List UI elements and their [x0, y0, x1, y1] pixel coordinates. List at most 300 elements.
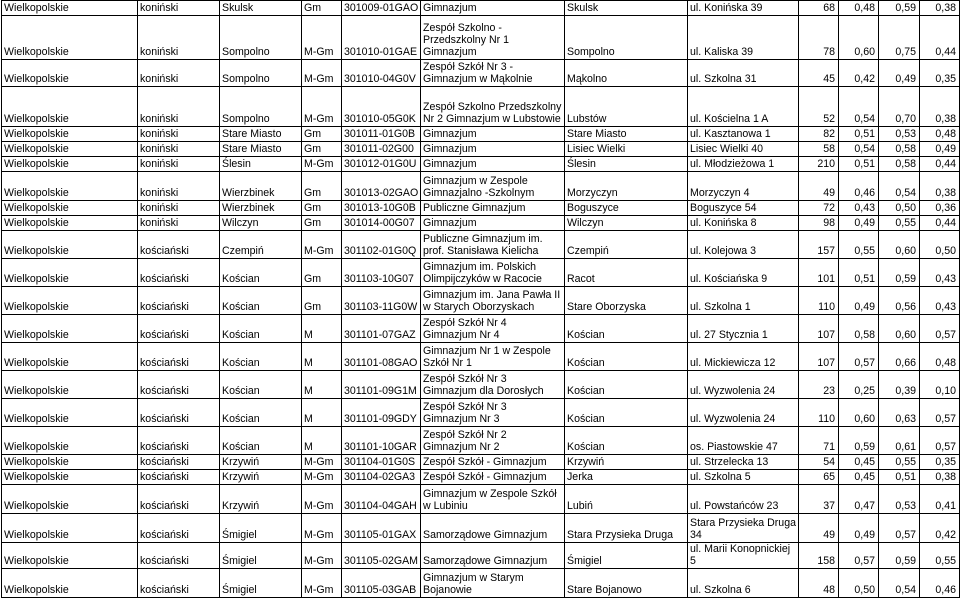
score-a-cell: 0,51	[839, 157, 879, 172]
table-row	[2, 287, 960, 315]
score-c-cell: 0,38	[920, 87, 960, 127]
region-cell: Wielkopolskie	[2, 315, 138, 343]
town-cell: Czempiń	[565, 231, 688, 259]
score-b-cell: 0,59	[879, 1, 920, 16]
school-code-cell: 301010-04G0V	[342, 60, 421, 87]
county-cell: kościański	[138, 455, 220, 470]
commune-type-cell: M-Gm	[302, 231, 342, 259]
region-cell: Wielkopolskie	[2, 427, 138, 455]
school-name-cell: Gimnazjum	[421, 216, 565, 231]
commune-type-cell: M-Gm	[302, 87, 342, 127]
score-a-cell: 0,58	[839, 315, 879, 343]
county-cell: kościański	[138, 470, 220, 485]
student-count-cell: 65	[799, 470, 839, 485]
table-row	[2, 16, 960, 60]
town-cell: Lubstów	[565, 87, 688, 127]
commune-type-cell: M	[302, 427, 342, 455]
table-row	[2, 470, 960, 485]
address-cell: ul. Wyzwolenia 24	[688, 399, 799, 427]
score-a-cell: 0,46	[839, 172, 879, 201]
school-name-cell: Samorządowe Gimnazjum	[421, 514, 565, 543]
commune-cell: Czempiń	[220, 231, 302, 259]
score-a-cell: 0,57	[839, 543, 879, 569]
county-cell: kościański	[138, 485, 220, 514]
county-cell: koniński	[138, 157, 220, 172]
school-code-cell: 301013-10G0B	[342, 201, 421, 216]
address-cell: ul. Kościańska 9	[688, 259, 799, 287]
student-count-cell: 107	[799, 315, 839, 343]
student-count-cell: 110	[799, 287, 839, 315]
address-cell: ul. 27 Stycznia 1	[688, 315, 799, 343]
region-cell: Wielkopolskie	[2, 455, 138, 470]
table-row	[2, 427, 960, 455]
commune-type-cell: Gm	[302, 216, 342, 231]
score-c-cell: 0,35	[920, 60, 960, 87]
table-row	[2, 569, 960, 598]
score-b-cell: 0,63	[879, 399, 920, 427]
score-b-cell: 0,39	[879, 371, 920, 399]
score-a-cell: 0,59	[839, 427, 879, 455]
score-a-cell: 0,54	[839, 87, 879, 127]
table-row	[2, 371, 960, 399]
county-cell: kościański	[138, 259, 220, 287]
school-code-cell: 301101-08GAO	[342, 343, 421, 371]
town-cell: Śmigiel	[565, 543, 688, 569]
region-cell: Wielkopolskie	[2, 399, 138, 427]
address-cell: ul. Kasztanowa 1	[688, 127, 799, 142]
score-a-cell: 0,55	[839, 231, 879, 259]
student-count-cell: 101	[799, 259, 839, 287]
school-name-cell: Publiczne Gimnazjum im. prof. Stanisława Kielicha	[421, 231, 565, 259]
commune-cell: Krzywiń	[220, 455, 302, 470]
score-c-cell: 0,36	[920, 201, 960, 216]
town-cell: Krzywiń	[565, 455, 688, 470]
student-count-cell: 82	[799, 127, 839, 142]
school-code-cell: 301011-01G0B	[342, 127, 421, 142]
commune-cell: Kościan	[220, 287, 302, 315]
table-row	[2, 231, 960, 259]
commune-type-cell: Gm	[302, 1, 342, 16]
town-cell: Racot	[565, 259, 688, 287]
town-cell: Skulsk	[565, 1, 688, 16]
score-a-cell: 0,60	[839, 399, 879, 427]
region-cell: Wielkopolskie	[2, 514, 138, 543]
school-code-cell: 301104-04GAH	[342, 485, 421, 514]
region-cell: Wielkopolskie	[2, 172, 138, 201]
region-cell: Wielkopolskie	[2, 157, 138, 172]
student-count-cell: 107	[799, 343, 839, 371]
schools-table	[1, 0, 960, 598]
school-name-cell: Gimnazjum Nr 1 w Zespole Szkół Nr 1	[421, 343, 565, 371]
town-cell: Lubiń	[565, 485, 688, 514]
commune-type-cell: M-Gm	[302, 60, 342, 87]
table-row	[2, 514, 960, 543]
commune-cell: Kościan	[220, 427, 302, 455]
commune-type-cell: M-Gm	[302, 455, 342, 470]
commune-cell: Stare Miasto	[220, 127, 302, 142]
address-cell: ul. Powstańców 23	[688, 485, 799, 514]
town-cell: Lisiec Wielki	[565, 142, 688, 157]
commune-type-cell: M	[302, 371, 342, 399]
region-cell: Wielkopolskie	[2, 127, 138, 142]
region-cell: Wielkopolskie	[2, 16, 138, 60]
table-row	[2, 455, 960, 470]
table-row	[2, 259, 960, 287]
region-cell: Wielkopolskie	[2, 142, 138, 157]
school-name-cell: Samorządowe Gimnazjum	[421, 543, 565, 569]
county-cell: koniński	[138, 60, 220, 87]
region-cell: Wielkopolskie	[2, 1, 138, 16]
score-b-cell: 0,57	[879, 514, 920, 543]
school-name-cell: Gimnazjum	[421, 142, 565, 157]
school-code-cell: 301105-01GAX	[342, 514, 421, 543]
county-cell: kościański	[138, 287, 220, 315]
commune-cell: Kościan	[220, 315, 302, 343]
address-cell: ul. Szkolna 1	[688, 287, 799, 315]
commune-cell: Kościan	[220, 259, 302, 287]
address-cell: Lisiec Wielki 40	[688, 142, 799, 157]
student-count-cell: 49	[799, 172, 839, 201]
commune-cell: Kościan	[220, 343, 302, 371]
school-name-cell: Gimnazjum w Zespole Szkół w Lubiniu	[421, 485, 565, 514]
score-a-cell: 0,45	[839, 455, 879, 470]
student-count-cell: 210	[799, 157, 839, 172]
commune-type-cell: M	[302, 343, 342, 371]
table-row	[2, 201, 960, 216]
score-c-cell: 0,35	[920, 455, 960, 470]
county-cell: koniński	[138, 127, 220, 142]
town-cell: Kościan	[565, 399, 688, 427]
town-cell: Kościan	[565, 371, 688, 399]
address-cell: ul. Mickiewicza 12	[688, 343, 799, 371]
score-b-cell: 0,54	[879, 569, 920, 598]
score-b-cell: 0,58	[879, 157, 920, 172]
county-cell: koniński	[138, 87, 220, 127]
commune-cell: Śmigiel	[220, 569, 302, 598]
town-cell: Ślesin	[565, 157, 688, 172]
score-c-cell: 0,48	[920, 343, 960, 371]
score-c-cell: 0,50	[920, 231, 960, 259]
score-b-cell: 0,75	[879, 16, 920, 60]
county-cell: kościański	[138, 543, 220, 569]
address-cell: ul. Szkolna 5	[688, 470, 799, 485]
school-name-cell: Zespół Szkół Nr 3 Gimnazjum dla Dorosłych	[421, 371, 565, 399]
school-name-cell: Zespół Szkół Nr 4 Gimnazjum Nr 4	[421, 315, 565, 343]
school-code-cell: 301010-01GAE	[342, 16, 421, 60]
score-b-cell: 0,55	[879, 455, 920, 470]
commune-type-cell: M-Gm	[302, 470, 342, 485]
commune-cell: Wilczyn	[220, 216, 302, 231]
table-row	[2, 543, 960, 569]
school-code-cell: 301101-09G1M	[342, 371, 421, 399]
region-cell: Wielkopolskie	[2, 87, 138, 127]
table-row	[2, 399, 960, 427]
student-count-cell: 71	[799, 427, 839, 455]
score-b-cell: 0,59	[879, 543, 920, 569]
score-a-cell: 0,42	[839, 60, 879, 87]
score-b-cell: 0,59	[879, 259, 920, 287]
score-c-cell: 0,57	[920, 315, 960, 343]
student-count-cell: 157	[799, 231, 839, 259]
school-code-cell: 301103-10G07	[342, 259, 421, 287]
commune-type-cell: M	[302, 399, 342, 427]
school-name-cell: Zespół Szkół Nr 3 - Gimnazjum w Mąkolnie	[421, 60, 565, 87]
county-cell: kościański	[138, 315, 220, 343]
score-a-cell: 0,57	[839, 343, 879, 371]
town-cell: Boguszyce	[565, 201, 688, 216]
region-cell: Wielkopolskie	[2, 201, 138, 216]
school-code-cell: 301009-01GAO	[342, 1, 421, 16]
commune-type-cell: Gm	[302, 287, 342, 315]
school-code-cell: 301105-03GAB	[342, 569, 421, 598]
table-row	[2, 87, 960, 127]
student-count-cell: 45	[799, 60, 839, 87]
table-row	[2, 315, 960, 343]
region-cell: Wielkopolskie	[2, 216, 138, 231]
school-code-cell: 301010-05G0K	[342, 87, 421, 127]
commune-type-cell: M-Gm	[302, 16, 342, 60]
town-cell: Mąkolno	[565, 60, 688, 87]
address-cell: ul. Szkolna 31	[688, 60, 799, 87]
score-c-cell: 0,46	[920, 569, 960, 598]
address-cell: ul. Marii Konopnickiej 5	[688, 543, 799, 569]
score-c-cell: 0,44	[920, 16, 960, 60]
school-name-cell: Gimnazjum	[421, 127, 565, 142]
address-cell: ul. Kaliska 39	[688, 16, 799, 60]
table-row	[2, 142, 960, 157]
commune-cell: Wierzbinek	[220, 201, 302, 216]
region-cell: Wielkopolskie	[2, 259, 138, 287]
town-cell: Wilczyn	[565, 216, 688, 231]
table-row	[2, 60, 960, 87]
table-row	[2, 216, 960, 231]
school-code-cell: 301014-00G07	[342, 216, 421, 231]
town-cell: Stara Przysieka Druga	[565, 514, 688, 543]
county-cell: kościański	[138, 231, 220, 259]
commune-cell: Krzywiń	[220, 470, 302, 485]
score-c-cell: 0,38	[920, 172, 960, 201]
score-a-cell: 0,51	[839, 259, 879, 287]
school-name-cell: Zespół Szkół - Gimnazjum	[421, 470, 565, 485]
commune-cell: Skulsk	[220, 1, 302, 16]
county-cell: kościański	[138, 371, 220, 399]
town-cell: Sompolno	[565, 16, 688, 60]
score-a-cell: 0,49	[839, 514, 879, 543]
region-cell: Wielkopolskie	[2, 287, 138, 315]
region-cell: Wielkopolskie	[2, 343, 138, 371]
commune-type-cell: M	[302, 315, 342, 343]
county-cell: koniński	[138, 172, 220, 201]
county-cell: kościański	[138, 514, 220, 543]
address-cell: Morzyczyn 4	[688, 172, 799, 201]
score-c-cell: 0,42	[920, 514, 960, 543]
region-cell: Wielkopolskie	[2, 60, 138, 87]
score-b-cell: 0,58	[879, 142, 920, 157]
school-name-cell: Zespół Szkół Nr 2 Gimnazjum Nr 2	[421, 427, 565, 455]
address-cell: ul. Konińska 8	[688, 216, 799, 231]
school-code-cell: 301011-02G00	[342, 142, 421, 157]
school-name-cell: Zespół Szkolno Przedszkolny Nr 2 Gimnazjum w Lubstowie	[421, 87, 565, 127]
address-cell: ul. Młodzieżowa 1	[688, 157, 799, 172]
score-b-cell: 0,53	[879, 485, 920, 514]
town-cell: Stare Miasto	[565, 127, 688, 142]
table-row	[2, 127, 960, 142]
region-cell: Wielkopolskie	[2, 569, 138, 598]
student-count-cell: 68	[799, 1, 839, 16]
county-cell: kościański	[138, 399, 220, 427]
student-count-cell: 37	[799, 485, 839, 514]
commune-type-cell: M-Gm	[302, 514, 342, 543]
school-name-cell: Gimnazjum	[421, 1, 565, 16]
school-code-cell: 301102-01G0Q	[342, 231, 421, 259]
score-b-cell: 0,60	[879, 315, 920, 343]
address-cell: ul. Konińska 39	[688, 1, 799, 16]
school-code-cell: 301101-10GAR	[342, 427, 421, 455]
score-c-cell: 0,43	[920, 259, 960, 287]
score-b-cell: 0,53	[879, 127, 920, 142]
score-a-cell: 0,54	[839, 142, 879, 157]
commune-type-cell: Gm	[302, 127, 342, 142]
table-row	[2, 157, 960, 172]
score-a-cell: 0,49	[839, 287, 879, 315]
county-cell: kościański	[138, 343, 220, 371]
commune-cell: Kościan	[220, 399, 302, 427]
score-b-cell: 0,54	[879, 172, 920, 201]
commune-cell: Sompolno	[220, 16, 302, 60]
commune-type-cell: Gm	[302, 142, 342, 157]
score-b-cell: 0,61	[879, 427, 920, 455]
commune-type-cell: M-Gm	[302, 485, 342, 514]
region-cell: Wielkopolskie	[2, 470, 138, 485]
score-c-cell: 0,55	[920, 543, 960, 569]
region-cell: Wielkopolskie	[2, 371, 138, 399]
score-c-cell: 0,10	[920, 371, 960, 399]
town-cell: Stare Bojanowo	[565, 569, 688, 598]
student-count-cell: 158	[799, 543, 839, 569]
county-cell: koniński	[138, 201, 220, 216]
score-c-cell: 0,44	[920, 216, 960, 231]
school-name-cell: Zespół Szkół Nr 3 Gimnazjum Nr 3	[421, 399, 565, 427]
score-c-cell: 0,43	[920, 287, 960, 315]
commune-type-cell: Gm	[302, 201, 342, 216]
school-code-cell: 301101-07GAZ	[342, 315, 421, 343]
student-count-cell: 52	[799, 87, 839, 127]
score-c-cell: 0,41	[920, 485, 960, 514]
school-name-cell: Gimnazjum	[421, 157, 565, 172]
town-cell: Jerka	[565, 470, 688, 485]
score-a-cell: 0,48	[839, 1, 879, 16]
student-count-cell: 48	[799, 569, 839, 598]
student-count-cell: 23	[799, 371, 839, 399]
county-cell: koniński	[138, 1, 220, 16]
commune-cell: Wierzbinek	[220, 172, 302, 201]
commune-cell: Kościan	[220, 371, 302, 399]
table-row	[2, 343, 960, 371]
county-cell: koniński	[138, 142, 220, 157]
commune-cell: Sompolno	[220, 87, 302, 127]
score-c-cell: 0,48	[920, 127, 960, 142]
commune-cell: Stare Miasto	[220, 142, 302, 157]
commune-cell: Ślesin	[220, 157, 302, 172]
commune-type-cell: M-Gm	[302, 569, 342, 598]
school-code-cell: 301101-09GDY	[342, 399, 421, 427]
score-b-cell: 0,50	[879, 201, 920, 216]
county-cell: kościański	[138, 569, 220, 598]
score-c-cell: 0,44	[920, 157, 960, 172]
address-cell: ul. Wyzwolenia 24	[688, 371, 799, 399]
score-a-cell: 0,51	[839, 127, 879, 142]
address-cell: Stara Przysieka Druga 34	[688, 514, 799, 543]
town-cell: Morzyczyn	[565, 172, 688, 201]
school-code-cell: 301012-01G0U	[342, 157, 421, 172]
student-count-cell: 78	[799, 16, 839, 60]
school-name-cell: Gimnazjum w Zespole Gimnazjalno -Szkolnym	[421, 172, 565, 201]
score-b-cell: 0,66	[879, 343, 920, 371]
commune-cell: Śmigiel	[220, 543, 302, 569]
school-code-cell: 301104-01G0S	[342, 455, 421, 470]
address-cell: Boguszyce 54	[688, 201, 799, 216]
address-cell: ul. Strzelecka 13	[688, 455, 799, 470]
school-name-cell: Gimnazjum w Starym Bojanowie	[421, 569, 565, 598]
county-cell: kościański	[138, 427, 220, 455]
commune-type-cell: M-Gm	[302, 157, 342, 172]
score-c-cell: 0,38	[920, 470, 960, 485]
score-c-cell: 0,38	[920, 1, 960, 16]
score-b-cell: 0,56	[879, 287, 920, 315]
school-name-cell: Zespół Szkół - Gimnazjum	[421, 455, 565, 470]
school-name-cell: Gimnazjum im. Jana Pawła II w Starych Oborzyskach	[421, 287, 565, 315]
student-count-cell: 54	[799, 455, 839, 470]
score-c-cell: 0,49	[920, 142, 960, 157]
school-code-cell: 301104-02GA3	[342, 470, 421, 485]
score-b-cell: 0,70	[879, 87, 920, 127]
score-a-cell: 0,45	[839, 470, 879, 485]
score-a-cell: 0,25	[839, 371, 879, 399]
commune-type-cell: Gm	[302, 172, 342, 201]
school-code-cell: 301103-11G0W	[342, 287, 421, 315]
student-count-cell: 72	[799, 201, 839, 216]
student-count-cell: 98	[799, 216, 839, 231]
score-a-cell: 0,47	[839, 485, 879, 514]
student-count-cell: 49	[799, 514, 839, 543]
address-cell: ul. Szkolna 6	[688, 569, 799, 598]
table-row	[2, 172, 960, 201]
commune-cell: Krzywiń	[220, 485, 302, 514]
school-code-cell: 301105-02GAM	[342, 543, 421, 569]
town-cell: Kościan	[565, 427, 688, 455]
address-cell: os. Piastowskie 47	[688, 427, 799, 455]
score-a-cell: 0,49	[839, 216, 879, 231]
student-count-cell: 110	[799, 399, 839, 427]
score-b-cell: 0,49	[879, 60, 920, 87]
table-body	[2, 1, 960, 598]
county-cell: koniński	[138, 216, 220, 231]
score-b-cell: 0,55	[879, 216, 920, 231]
student-count-cell: 58	[799, 142, 839, 157]
address-cell: ul. Kolejowa 3	[688, 231, 799, 259]
score-b-cell: 0,60	[879, 231, 920, 259]
commune-type-cell: Gm	[302, 259, 342, 287]
score-a-cell: 0,60	[839, 16, 879, 60]
score-a-cell: 0,43	[839, 201, 879, 216]
school-name-cell: Zespół Szkolno - Przedszkolny Nr 1 Gimnazjum	[421, 16, 565, 60]
town-cell: Stare Oborzyska	[565, 287, 688, 315]
town-cell: Kościan	[565, 343, 688, 371]
region-cell: Wielkopolskie	[2, 543, 138, 569]
address-cell: ul. Kościelna 1 A	[688, 87, 799, 127]
commune-cell: Śmigiel	[220, 514, 302, 543]
region-cell: Wielkopolskie	[2, 231, 138, 259]
